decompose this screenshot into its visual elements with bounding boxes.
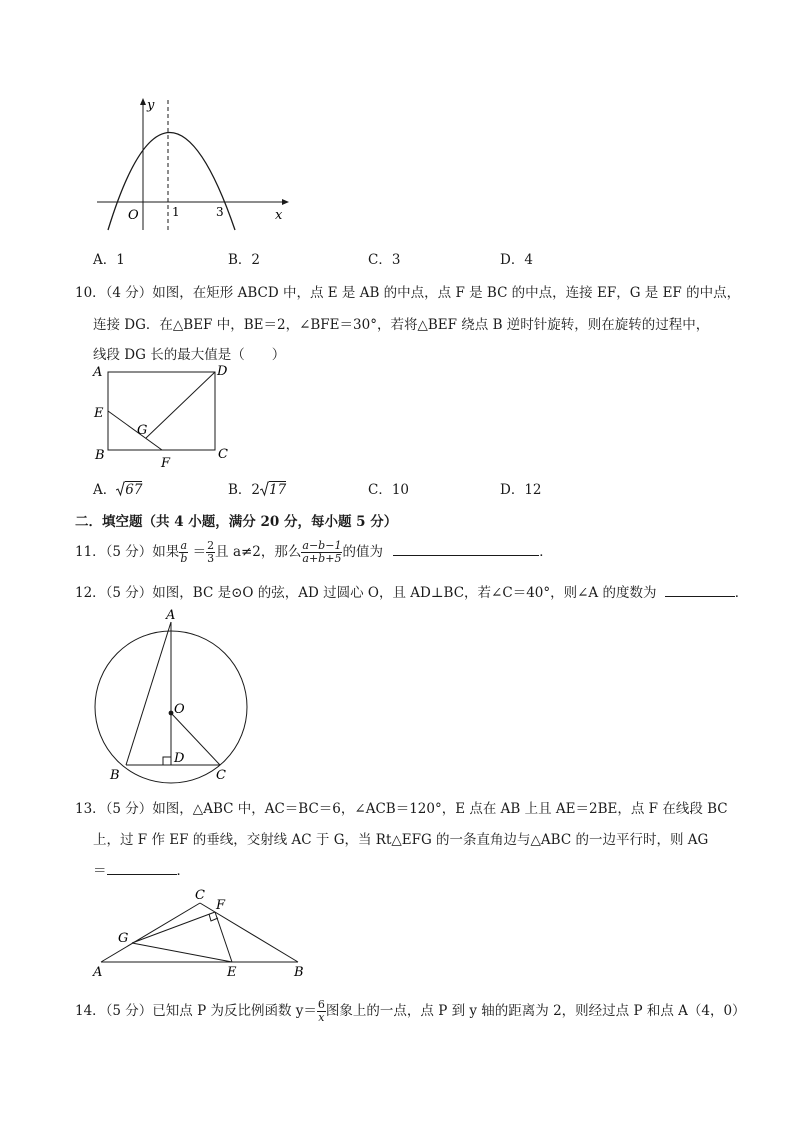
q10-option-b-radicand: 17 <box>269 482 287 498</box>
segment-fg <box>132 912 215 943</box>
label-b: B <box>110 768 120 783</box>
q11-fraction-a-b <box>179 540 188 565</box>
sqrt-icon <box>260 481 269 497</box>
center-dot <box>169 711 174 716</box>
q12-line <box>75 581 748 601</box>
q11-line <box>75 537 553 567</box>
q10-option-b-prefix: B． <box>228 482 252 498</box>
q10-option-a-prefix: A． <box>93 482 117 498</box>
segment-ab <box>126 622 171 765</box>
label-a: A <box>166 608 176 623</box>
tick-3-label: 3 <box>216 205 224 219</box>
q14-suffix: 图象上的一点，点 P 到 y 轴的距离为 2，则经过点 P 和点 A（4，0） <box>325 1003 746 1019</box>
q13-line-3-end: ． <box>176 863 190 879</box>
label-c: C <box>218 447 228 462</box>
q10-line-2: 连接 DG．在△BEF 中，BE＝2，∠BFE＝30°，若将△BEF 绕点 B 逆时针旋转，则在旋转的过程中， <box>93 317 710 333</box>
label-f: F <box>161 456 171 471</box>
q11-f1-num: a <box>180 539 188 552</box>
q11-f3-num: a−b−1 <box>302 539 342 552</box>
q9-parabola-graph <box>92 95 292 235</box>
q14-line <box>75 996 746 1026</box>
sqrt-icon <box>116 481 125 497</box>
q13-answer-blank[interactable] <box>107 873 177 875</box>
y-axis-arrow <box>140 98 146 105</box>
rectangle-abcd <box>108 372 215 450</box>
label-g: G <box>118 931 129 946</box>
q11-end: ． <box>539 544 553 560</box>
q10-line-3: 线段 DG 长的最大值是（ ） <box>93 347 286 363</box>
q12-end: ． <box>734 585 749 601</box>
q10-option-b-coef: 2 <box>251 482 261 498</box>
q14-f-den: x <box>318 1011 325 1024</box>
label-f: F <box>216 898 226 913</box>
label-d: D <box>174 751 185 766</box>
q10-option-b <box>228 478 286 498</box>
q9-option-d: D．4 <box>500 252 533 268</box>
q11-f2-den: 3 <box>207 552 215 565</box>
label-a: A <box>93 365 103 380</box>
q13-line-1: 13．（5 分）如图，△ABC 中，AC＝BC＝6，∠ACB＝120°，E 点在 AB 上且 AE＝2BE，点 F 在线段 BC <box>75 801 728 817</box>
label-e: E <box>227 965 237 980</box>
q14-prefix: 14．（5 分）已知点 P 为反比例函数 y＝ <box>75 1003 317 1019</box>
q11-prefix: 11．（5 分）如果 <box>75 544 180 560</box>
label-d: D <box>217 364 228 379</box>
label-o: O <box>174 702 185 717</box>
q12-answer-blank[interactable] <box>665 595 735 597</box>
q11-fraction-2-3 <box>206 540 215 565</box>
q11-suffix: 的值为 <box>342 544 383 560</box>
label-c: C <box>216 768 226 783</box>
q10-rectangle-figure <box>90 360 240 472</box>
q10-line-1: 10．（4 分）如图，在矩形 ABCD 中，点 E 是 AB 的中点，点 F 是 BC 的中点，连接 EF，G 是 EF 的中点， <box>75 285 741 301</box>
segment-dg <box>146 372 215 438</box>
q11-f2-num: 2 <box>207 539 215 552</box>
q11-f1-den: b <box>180 552 188 565</box>
q13-triangle-figure <box>88 885 318 980</box>
label-c: C <box>195 888 205 903</box>
q11-f3-den: a+b+5 <box>302 552 342 565</box>
section-2-title: 二．填空题（共 4 小题，满分 20 分，每小题 5 分） <box>75 514 398 530</box>
q12-circle-figure <box>88 605 263 785</box>
label-g: G <box>137 423 148 438</box>
segment-ef <box>215 912 232 962</box>
right-angle-mark <box>163 757 171 765</box>
tick-1-label: 1 <box>172 205 180 219</box>
q11-answer-blank[interactable] <box>393 554 539 556</box>
q13-line-2: 上，过 F 作 EF 的垂线，交射线 AC 于 G，当 Rt△EFG 的一条直角边与△ABC 的一边平行时，则 AG <box>93 832 709 848</box>
q10-option-c: C．10 <box>368 482 410 498</box>
label-b: B <box>95 448 105 463</box>
q10-option-d: D．12 <box>500 482 542 498</box>
label-b: B <box>294 965 304 980</box>
y-axis-label: y <box>147 98 155 113</box>
q9-option-b: B．2 <box>228 252 261 268</box>
q9-option-c: C．3 <box>368 252 401 268</box>
q14-fraction <box>317 999 326 1024</box>
q13-line-3-prefix: ＝ <box>93 863 107 879</box>
q11-equals: ＝ <box>192 544 207 560</box>
q13-line-3 <box>93 859 190 879</box>
segment-ge <box>132 943 232 962</box>
x-axis-arrow <box>282 199 289 205</box>
x-axis-label: x <box>275 208 283 223</box>
q10-option-a-radicand: 67 <box>125 482 143 498</box>
label-a: A <box>93 965 103 980</box>
origin-label: O <box>128 208 139 223</box>
q10-option-a <box>93 478 142 498</box>
label-e: E <box>94 406 104 421</box>
q14-f-num: 6 <box>317 998 325 1011</box>
q12-text: 12．（5 分）如图，BC 是⊙O 的弦，AD 过圆心 O，且 AD⊥BC，若∠C＝40°，则∠A 的度数为 <box>75 585 657 601</box>
q11-fraction-expression <box>301 540 342 565</box>
q9-option-a: A．1 <box>93 252 125 268</box>
q11-mid: 且 a≠2，那么 <box>215 544 302 560</box>
